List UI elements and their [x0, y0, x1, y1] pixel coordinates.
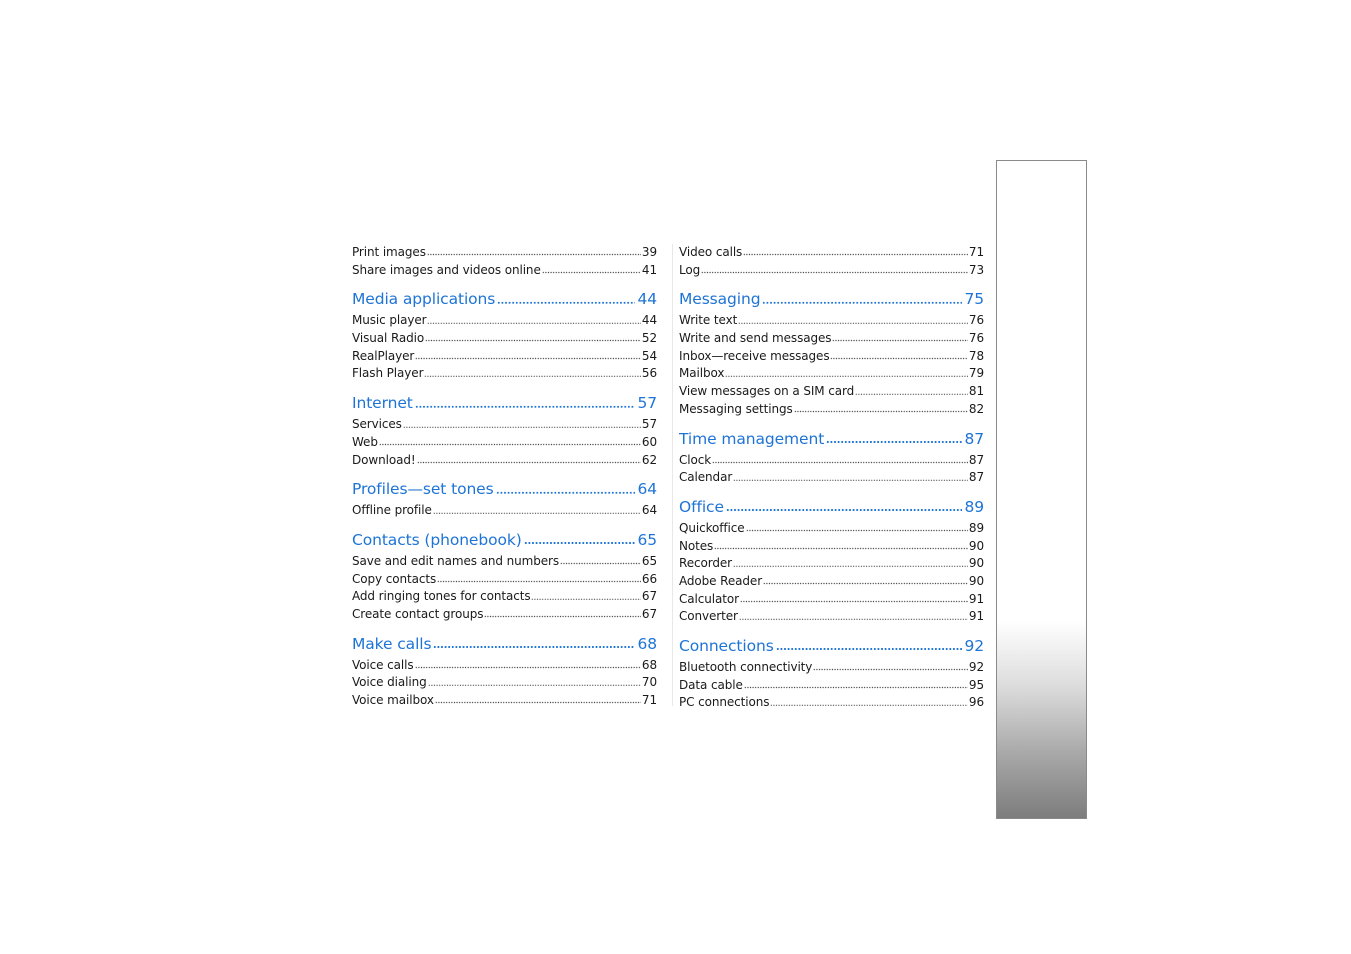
toc-entry-page: 66: [641, 571, 657, 586]
dot-leader: [379, 437, 641, 446]
toc-entry-label: Adobe Reader: [679, 573, 763, 588]
toc-entry-page: 68: [641, 657, 657, 672]
toc-section: [352, 287, 657, 383]
toc-entry[interactable]: [352, 588, 657, 606]
toc-entry-label: Write and send messages: [679, 331, 832, 346]
toc-section: [352, 528, 657, 624]
toc-entry-label: Log: [679, 262, 701, 277]
toc-entry-page: 76: [968, 313, 984, 328]
toc-entry-page: 76: [968, 331, 984, 346]
toc-section: [352, 391, 657, 469]
toc-heading-page: 87: [964, 429, 984, 448]
toc-left-column: [352, 244, 657, 710]
toc-entry-page: 91: [968, 609, 984, 624]
toc-entry-label: Visual Radio: [352, 331, 425, 346]
toc-section: [679, 287, 984, 418]
dot-leader: [417, 455, 641, 464]
toc-entry[interactable]: [352, 244, 657, 262]
toc-heading-label: Profiles—set tones: [352, 480, 494, 499]
toc-section: [679, 427, 984, 487]
toc-entry[interactable]: [679, 677, 984, 695]
toc-entry-label: PC connections: [679, 695, 770, 710]
dot-leader: [725, 368, 968, 377]
toc-heading[interactable]: [352, 528, 657, 552]
toc-entry-page: 71: [641, 693, 657, 707]
toc-entry-page: 95: [968, 677, 984, 692]
toc-entry[interactable]: [352, 434, 657, 452]
toc-section: [679, 495, 984, 626]
toc-entry-page: 44: [641, 313, 657, 328]
dot-leader: [560, 556, 641, 565]
toc-heading[interactable]: [352, 632, 657, 656]
toc-heading-page: 44: [637, 290, 657, 309]
toc-heading-label: Time management: [679, 429, 825, 448]
toc-entry-label: Save and edit names and numbers: [352, 553, 559, 568]
toc-heading[interactable]: [352, 391, 657, 415]
toc-entry-page: 57: [641, 417, 657, 432]
toc-entry-label: Voice dialing: [352, 675, 427, 690]
toc-entry-page: 78: [968, 348, 984, 363]
dot-leader: [433, 639, 635, 649]
toc-entry-page: 96: [968, 695, 984, 710]
toc-entry-label: Add ringing tones for contacts: [352, 589, 531, 604]
dot-leader: [433, 505, 641, 514]
toc-entry[interactable]: [679, 312, 984, 330]
toc-entry-label: Quickoffice: [679, 520, 745, 535]
dot-leader: [714, 541, 968, 550]
toc-entry[interactable]: [679, 365, 984, 383]
toc-entry[interactable]: [679, 608, 984, 626]
dot-leader: [496, 484, 636, 494]
toc-entry[interactable]: [352, 606, 657, 624]
toc-entry-label: Print images: [352, 245, 426, 259]
toc-entry-label: Offline profile: [352, 503, 432, 518]
dot-leader: [740, 594, 968, 603]
toc-entry[interactable]: [679, 591, 984, 609]
toc-entry[interactable]: [352, 553, 657, 571]
dot-leader: [733, 558, 968, 567]
toc-entry-page: 82: [968, 401, 984, 416]
toc-entry-label: Create contact groups: [352, 606, 484, 621]
dot-leader: [531, 591, 640, 600]
toc-entry-label: Inbox—receive messages: [679, 348, 830, 363]
dot-leader: [542, 265, 641, 274]
dot-leader: [763, 576, 968, 585]
toc-entry-label: Mailbox: [679, 366, 725, 381]
toc-entry-label: Voice mailbox: [352, 693, 434, 707]
toc-entry-label: Converter: [679, 609, 738, 624]
toc-entry-label: Calendar: [679, 470, 733, 485]
toc-entry[interactable]: [352, 692, 657, 710]
dot-leader: [813, 662, 968, 671]
dot-leader: [726, 502, 963, 512]
toc-heading-label: Office: [679, 497, 724, 516]
toc-entry-page: 81: [968, 384, 984, 399]
toc-heading-page: 65: [637, 530, 657, 549]
toc-heading-page: 68: [637, 634, 657, 653]
toc-entry-label: Music player: [352, 313, 427, 328]
toc-entry-label: Share images and videos online: [352, 262, 541, 277]
toc-entry[interactable]: [352, 330, 657, 348]
toc-heading[interactable]: [679, 634, 984, 658]
toc-entry-page: 52: [641, 331, 657, 346]
toc-heading-label: Connections: [679, 637, 774, 655]
dot-leader: [832, 333, 967, 342]
dot-leader: [428, 677, 641, 686]
toc-entry-label: Bluetooth connectivity: [679, 660, 813, 674]
toc-entry[interactable]: [679, 401, 984, 419]
toc-entry[interactable]: [352, 502, 657, 520]
toc-heading-label: Messaging: [679, 290, 761, 309]
dot-leader: [437, 574, 641, 583]
toc-entry-page: 54: [641, 348, 657, 363]
toc-entry-label: Calculator: [679, 591, 739, 606]
toc-entry-label: RealPlayer: [352, 348, 415, 363]
toc-entry-page: 90: [968, 573, 984, 588]
toc-right-column: [679, 244, 984, 712]
toc-entry-page: 39: [641, 245, 657, 259]
toc-heading-page: 92: [964, 637, 984, 655]
toc-entry-label: Voice calls: [352, 657, 414, 672]
toc-entry-page: 56: [641, 366, 657, 381]
toc-entry-page: 91: [968, 591, 984, 606]
toc-entry-page: 89: [968, 520, 984, 535]
dot-leader: [484, 609, 641, 618]
toc-entry-label: Messaging settings: [679, 401, 793, 416]
dot-leader: [739, 611, 968, 620]
toc-entry[interactable]: [679, 659, 984, 677]
toc-entry[interactable]: [679, 555, 984, 573]
toc-entry-page: 87: [968, 470, 984, 485]
toc-heading-page: 64: [637, 480, 657, 499]
toc-entry-label: Write text: [679, 313, 738, 328]
toc-entry-page: 62: [641, 452, 657, 467]
toc-entry-page: 71: [968, 245, 984, 259]
toc-heading[interactable]: [352, 477, 657, 501]
dot-leader: [770, 697, 968, 706]
toc-heading[interactable]: [679, 427, 984, 451]
dot-leader: [733, 472, 968, 481]
toc-entry[interactable]: [679, 469, 984, 487]
toc-entry[interactable]: [352, 452, 657, 470]
toc-entry-label: Data cable: [679, 677, 743, 692]
dot-leader: [415, 351, 641, 360]
toc-entry[interactable]: [352, 657, 657, 675]
toc-entry[interactable]: [352, 674, 657, 692]
dot-leader: [826, 434, 962, 444]
toc-heading-label: Make calls: [352, 634, 432, 653]
toc-entry-label: Clock: [679, 452, 712, 467]
dot-leader: [744, 680, 968, 689]
toc-entry-page: 87: [968, 452, 984, 467]
toc-heading[interactable]: [352, 287, 657, 311]
toc-heading-page: 75: [964, 290, 984, 309]
toc-heading-page: 89: [964, 497, 984, 516]
dot-leader: [425, 333, 641, 342]
dot-leader: [424, 368, 641, 377]
toc-entry[interactable]: [352, 416, 657, 434]
dot-leader: [497, 294, 635, 304]
toc-entry-label: View messages on a SIM card: [679, 384, 855, 399]
toc-entry[interactable]: [679, 520, 984, 538]
toc-entry-page: 70: [641, 675, 657, 690]
toc-entry[interactable]: [679, 330, 984, 348]
dot-leader: [794, 404, 968, 413]
toc-section: [679, 634, 984, 712]
toc-section: [352, 632, 657, 710]
toc-entry[interactable]: [679, 383, 984, 401]
toc-entry[interactable]: [352, 312, 657, 330]
toc-heading-label: Contacts (phonebook): [352, 530, 522, 549]
dot-leader: [415, 398, 636, 408]
toc-entry[interactable]: [679, 452, 984, 470]
toc-entry-page: 65: [641, 553, 657, 568]
toc-entry-label: Notes: [679, 538, 714, 553]
dot-leader: [776, 641, 963, 651]
toc-heading[interactable]: [679, 287, 984, 311]
toc-entry[interactable]: [679, 348, 984, 366]
dot-leader: [830, 351, 967, 360]
toc-heading-page: 57: [637, 394, 657, 413]
toc-entry-page: 67: [641, 589, 657, 604]
toc-heading-label: Media applications: [352, 290, 496, 309]
toc-heading-label: Internet: [352, 394, 413, 413]
dot-leader: [415, 660, 641, 669]
dot-leader: [762, 294, 962, 304]
dot-leader: [427, 315, 640, 324]
toc-entry-label: Flash Player: [352, 366, 424, 381]
dot-leader: [738, 315, 968, 324]
toc-entry-label: Copy contacts: [352, 571, 437, 586]
toc-entry-page: 90: [968, 556, 984, 571]
toc-entry-label: Recorder: [679, 556, 732, 571]
toc-section: [352, 244, 657, 279]
toc-entry[interactable]: [352, 262, 657, 280]
toc-entry-page: 41: [641, 262, 657, 277]
toc-entry-page: 79: [968, 366, 984, 381]
toc-entry-page: 73: [968, 262, 984, 277]
toc-entry-page: 92: [968, 660, 984, 674]
dot-leader: [435, 695, 641, 704]
dot-leader: [403, 419, 641, 428]
toc-entry-label: Download!: [352, 452, 416, 467]
dot-leader: [524, 535, 636, 545]
toc-entry-page: 67: [641, 606, 657, 621]
toc-section: [679, 244, 984, 279]
toc-section: [352, 477, 657, 520]
column-divider: [672, 244, 673, 706]
toc-entry[interactable]: [679, 694, 984, 712]
toc-entry[interactable]: [352, 348, 657, 366]
toc-entry-label: Video calls: [679, 245, 743, 259]
toc-heading[interactable]: [679, 495, 984, 519]
dot-leader: [427, 247, 641, 256]
chapter-side-tab: [996, 160, 1087, 819]
toc-entry[interactable]: [679, 244, 984, 262]
toc-entry-page: 90: [968, 538, 984, 553]
toc-entry-label: Services: [352, 417, 402, 432]
toc-entry[interactable]: [352, 365, 657, 383]
toc-entry[interactable]: [679, 538, 984, 556]
toc-entry-label: Web: [352, 434, 378, 449]
toc-entry-page: 60: [641, 434, 657, 449]
dot-leader: [746, 523, 968, 532]
toc-entry-page: 64: [641, 503, 657, 518]
dot-leader: [743, 247, 968, 256]
toc-entry[interactable]: [352, 571, 657, 589]
toc-entry[interactable]: [679, 262, 984, 280]
dot-leader: [712, 455, 968, 464]
toc-entry[interactable]: [679, 573, 984, 591]
dot-leader: [855, 386, 968, 395]
dot-leader: [701, 265, 968, 274]
